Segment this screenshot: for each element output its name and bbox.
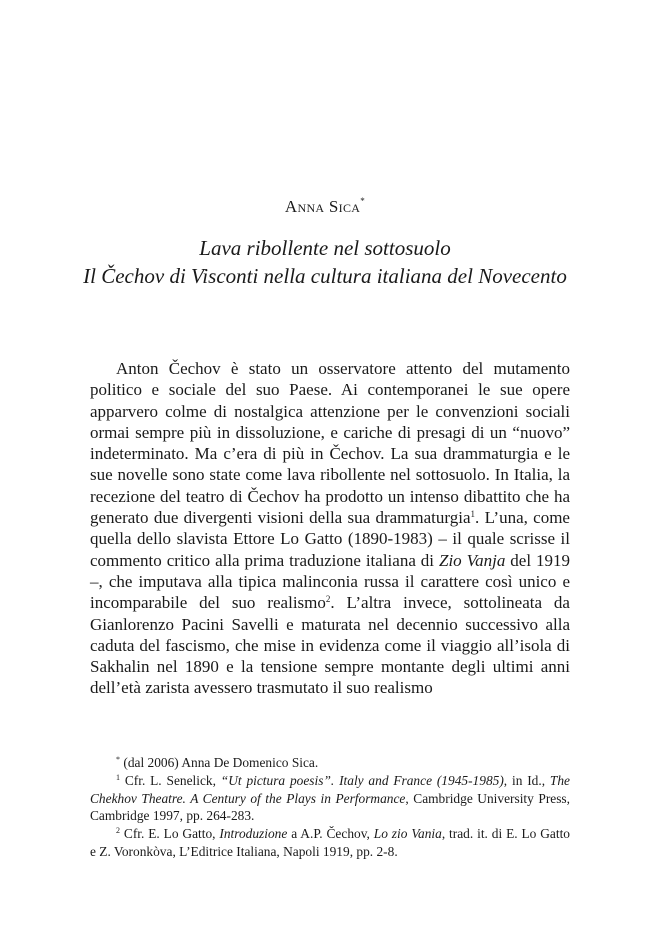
footnote-2 xyxy=(90,825,570,860)
author-name xyxy=(0,196,650,217)
footnote-1 xyxy=(90,772,570,825)
play-title-italic: Zio Vanja xyxy=(438,550,506,570)
footnote-ref-2: 2 xyxy=(325,594,331,605)
footnote-italic: Lo zio Vania xyxy=(373,826,442,841)
author-footnote-marker: * xyxy=(360,196,366,206)
body-text-segment: del 1919 –, che imputava alla tipica malinconia russa il carattere così unico e incomparabile del suo realismo xyxy=(90,550,570,613)
footnote-marker: 2 xyxy=(116,826,120,835)
footnote-text: , in Id., xyxy=(503,773,550,788)
footnote-marker: 1 xyxy=(116,773,120,782)
footnote-text: Cfr. L. Senelick, xyxy=(124,773,221,788)
body-text-segment: . L’altra invece, sottolineata da Gianlorenzo Pacini Savelli e maturata nel decennio successivo alla caduta del fascismo, che mise in evidenza come il viaggio all’isola di Sakhalin nel 1890 e la tensione sempre montante degli ultimi anni dell’età zarista avessero trasmutato il suo realismo xyxy=(90,593,570,698)
body-paragraph xyxy=(90,358,570,699)
article-title-line-2: Il Čechov di Visconti nella cultura italiana del Novecento xyxy=(83,264,567,288)
footnote-italic: The Chekhov Theatre. A Century of the Plays in Performance xyxy=(90,773,570,806)
footnote-text: (dal 2006) Anna De Domenico Sica. xyxy=(123,755,319,770)
footnote-text: , trad. it. di E. Lo Gatto e Z. Voronkòva, L’Editrice Italiana, Napoli 1919, pp. 2-8. xyxy=(90,826,570,859)
body-text-segment: . L’una, come quella dello slavista Ettore Lo Gatto (1890-1983) – il quale scrisse il commento critico alla prima traduzione italiana di xyxy=(90,508,570,570)
footnote-italic: Introduzione xyxy=(219,826,288,841)
footnote-text: a A.P. Čechov, xyxy=(287,826,374,841)
body-text-segment: Anton Čechov è stato un osservatore attento del mutamento politico e sociale del suo Paese. Ai contemporanei le sue opere apparvero colme di nostalgica attenzione per le convenzioni sociali ormai sempre più in dissoluzione, e cariche di presagi di un “nuovo” indeterminato. Ma c’era di più in Čechov. La sua drammaturgia e le sue novelle sono state come lava ribollente nel sottosuolo. In Italia, la recezione del teatro di Čechov ha prodotto un intenso dibattito che ha generato due divergenti visioni della sua drammaturgia xyxy=(90,359,570,528)
article-title-line-1: Lava ribollente nel sottosuolo xyxy=(199,236,451,260)
author-text: Anna Sica xyxy=(284,197,361,216)
footnote-author xyxy=(90,754,570,772)
footnote-text: Cfr. E. Lo Gatto, xyxy=(123,826,220,841)
footnote-italic: “Ut pictura poesis”. Italy and France (1945-1985) xyxy=(220,773,504,788)
footnote-ref-1: 1 xyxy=(470,509,476,520)
footnote-text: , Cambridge University Press, Cambridge 1997, pp. 264-283. xyxy=(90,790,570,823)
footnote-marker: * xyxy=(116,755,120,764)
